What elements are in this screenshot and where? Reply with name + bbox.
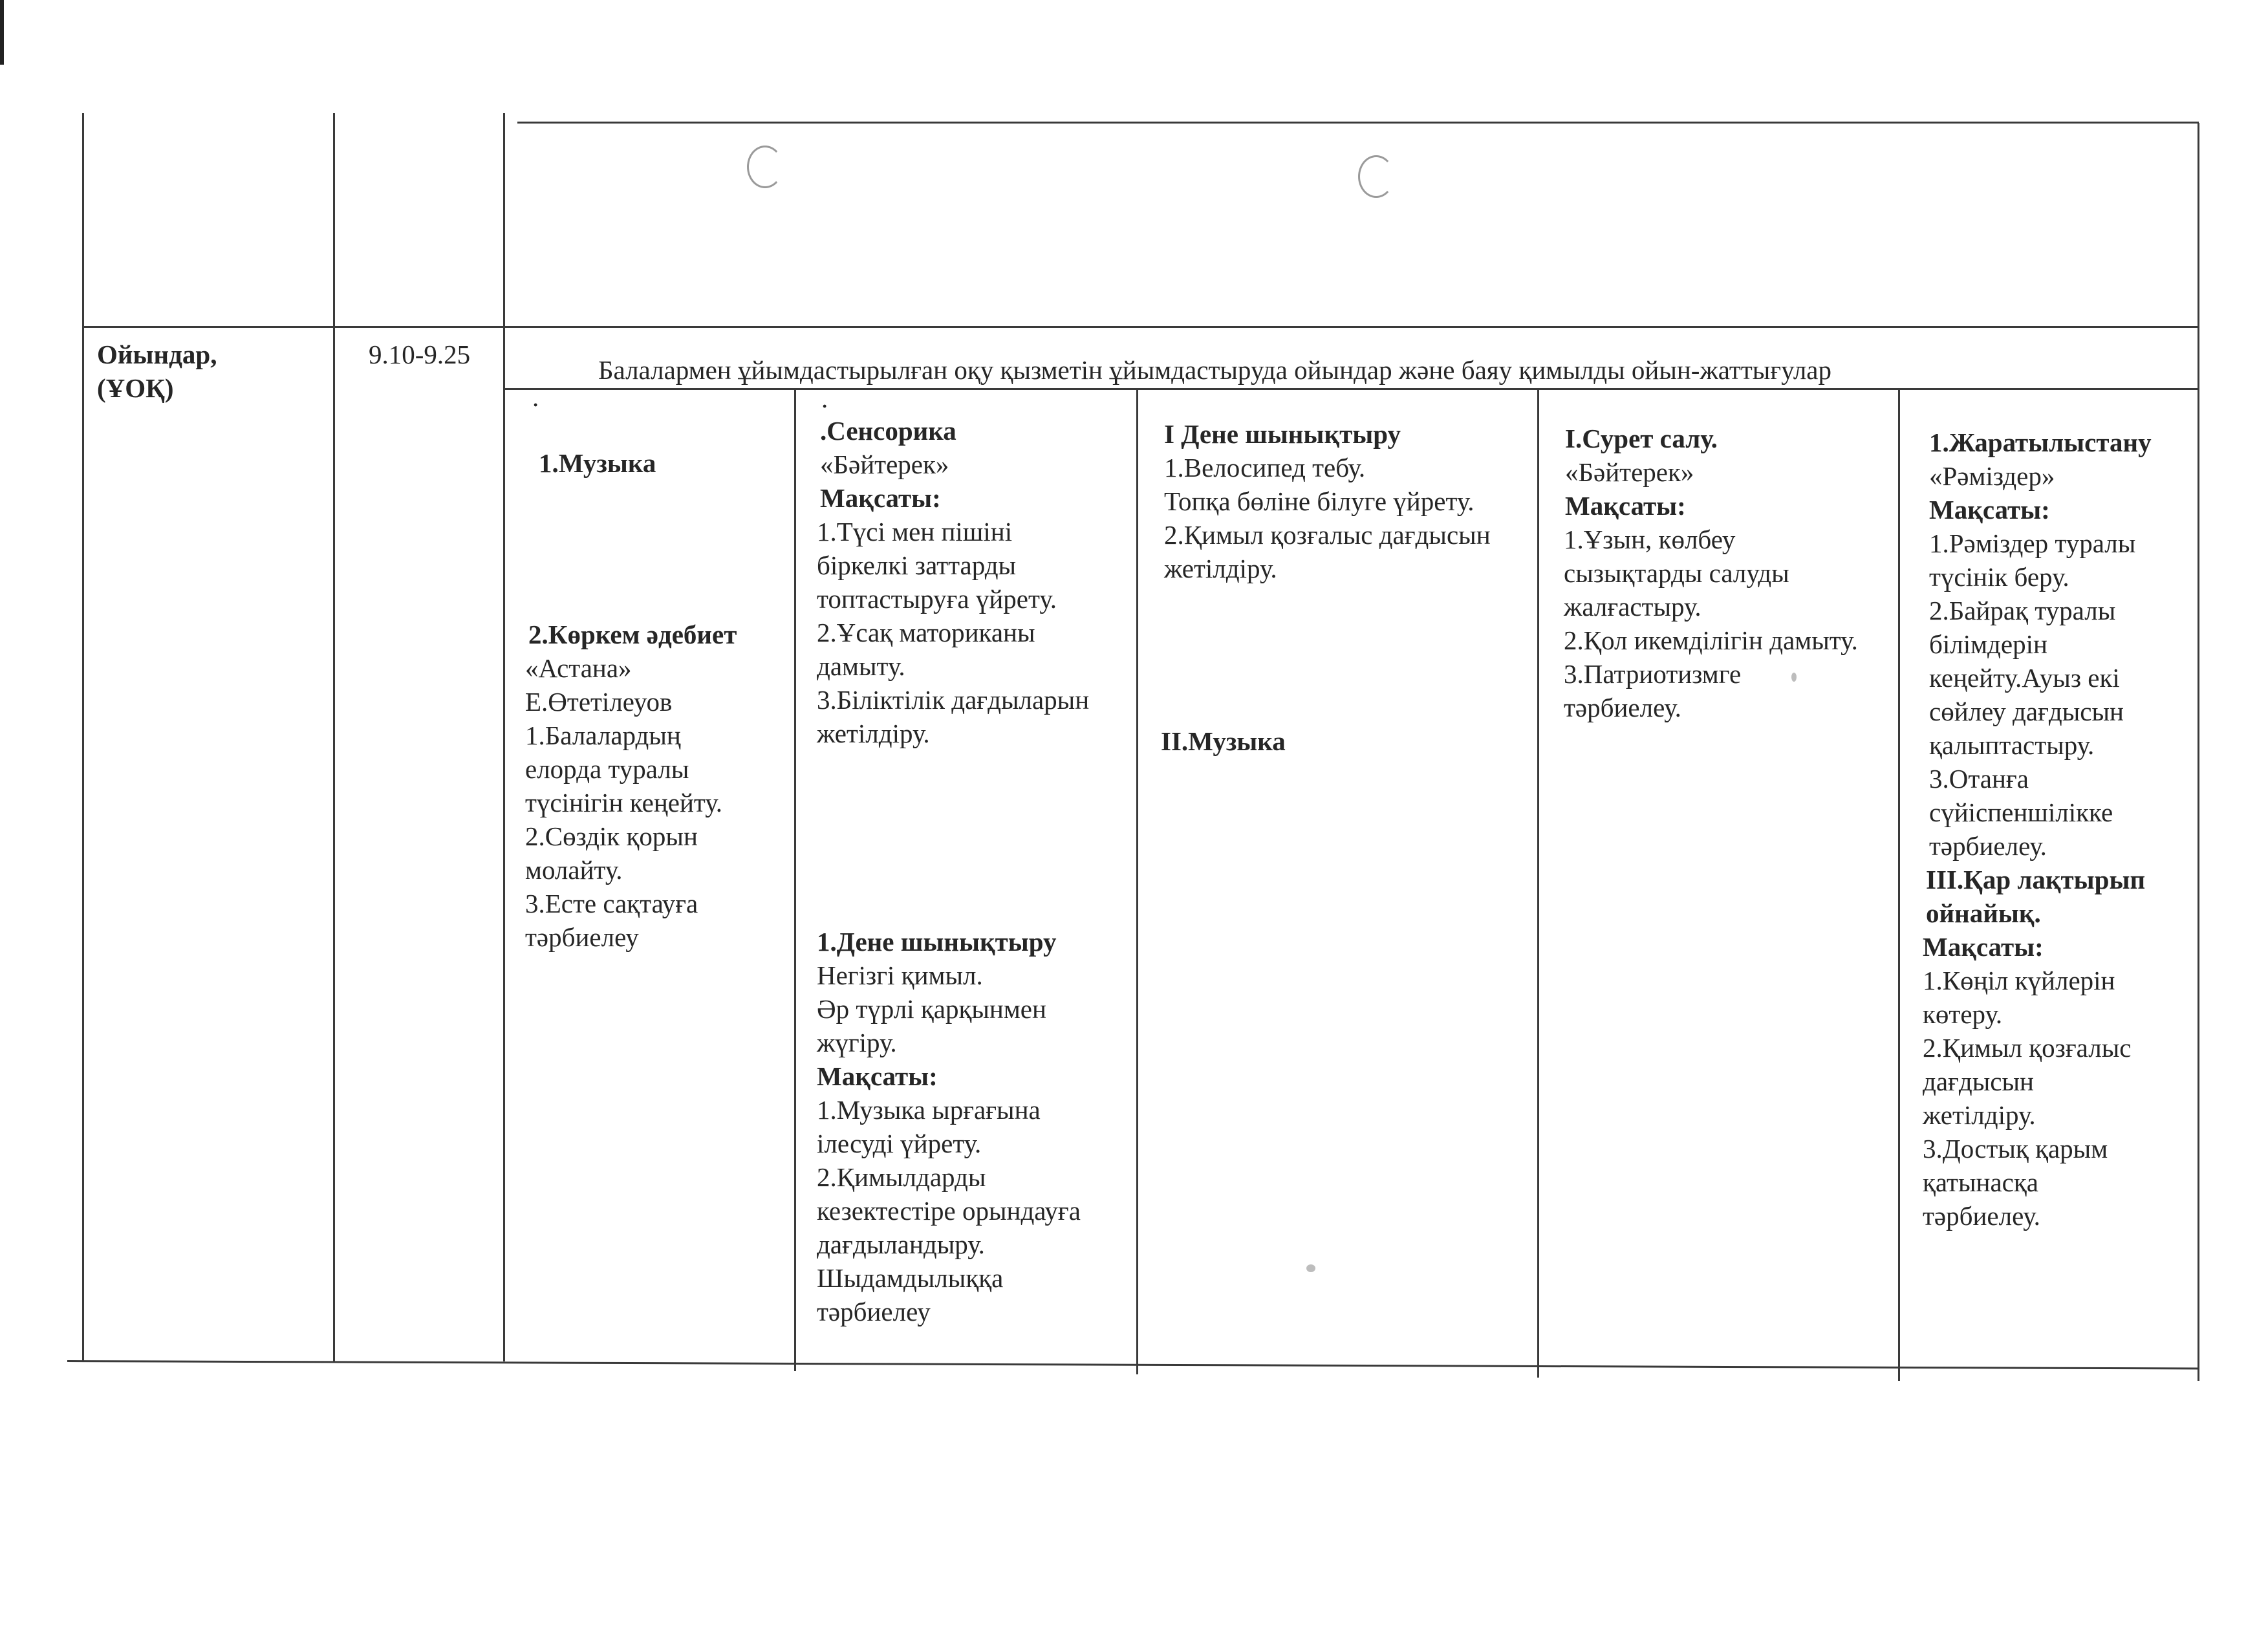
column-dot: . xyxy=(532,382,539,412)
lesson-title: III.Қар лақтырып ойнайық. xyxy=(1926,865,2146,928)
goals-label: Мақсаты: xyxy=(1565,491,1686,521)
smudge xyxy=(1306,1264,1315,1272)
lesson-title: 2.Көркем әдебиет xyxy=(528,620,737,649)
lesson-body: 1.Ұзын, көлбеу сызықтарды салуды жалғастыру. 2.Қол икемділігін дамыту. 3.Патриотизмге тәрбиелеу. xyxy=(1564,525,1858,722)
lesson-title: 1.Дене шынықтыру xyxy=(817,927,1057,957)
scan-edge xyxy=(0,0,4,65)
lesson-body: «Астана» Е.Өтетілеуов 1.Балалардың елорда туралы түсінігін кеңейту. 2.Сөздік қорын молайту. 3.Есте сақтауға тәрбиелеу xyxy=(525,653,722,952)
lesson-body: Негізгі қимыл. Әр түрлі қарқынмен жүгіру. xyxy=(817,960,1046,1057)
lesson-title: I.Сурет салу. xyxy=(1565,424,1718,453)
lesson-body: «Бәйтерек» xyxy=(820,449,949,479)
lesson-title: II.Музыка xyxy=(1161,726,1286,756)
goals-label: Мақсаты: xyxy=(820,483,941,513)
lesson-body: 1.Музыка ырғағына ілесуді үйрету. xyxy=(817,1095,1041,1158)
lesson-body: «Бәйтерек» xyxy=(1565,457,1694,487)
lesson-title: 1.Музыка xyxy=(539,448,656,478)
lesson-body: 1.Велосипед тебу. Топқа бөліне білуге үйрету. 2.Қимыл қозғалыс дағдысын жетілдіру. xyxy=(1164,453,1491,583)
lesson-title: I Дене шынықтыру xyxy=(1164,419,1401,449)
lesson-body: 2.Қимылдарды кезектестіре орындауға дағдыландыру. Шыдамдылыққа тәрбиелеу xyxy=(817,1162,1081,1326)
lesson-body: 1.Түсі мен пішіні біркелкі заттарды топтастыруға үйрету. 2.Ұсақ маториканы дамыту. 3.Біліктілік дағдыларын жетілдіру. xyxy=(817,517,1090,748)
column-dot: . xyxy=(821,384,828,413)
lesson-body: «Рәміздер» xyxy=(1929,461,2055,491)
lesson-title: .Сенсорика xyxy=(820,416,956,446)
goals-label: Мақсаты: xyxy=(817,1061,938,1091)
punch-hole-mark xyxy=(1358,155,1394,198)
activity-heading: Балалармен ұйымдастырылған оқу қызметін ұйымдастыруда ойындар және баяу қимылды ойын-жаттығулар xyxy=(598,355,1831,385)
row-label: Ойындар, (ҰОҚ) xyxy=(97,340,217,403)
lesson-body: 1.Рәміздер туралы түсінік беру. 2.Байрақ туралы білімдерін кеңейту.Ауыз екі сөйлеу дағдысын қалыптастыру. 3.Отанға сүйіспеншілікке тәрбиелеу. xyxy=(1929,528,2136,861)
lesson-body: 1.Көңіл күйлерін көтеру. 2.Қимыл қозғалыс дағдысын жетілдіру. 3.Достық қарым қатынасқа тәрбиелеу. xyxy=(1923,966,2132,1231)
goals-label: Мақсаты: xyxy=(1929,495,2050,525)
lesson-title: 1.Жаратылыстану xyxy=(1929,428,2152,457)
goals-label: Мақсаты: xyxy=(1923,932,2044,962)
time-slot: 9.10-9.25 xyxy=(369,340,471,369)
punch-hole-mark xyxy=(747,146,783,188)
